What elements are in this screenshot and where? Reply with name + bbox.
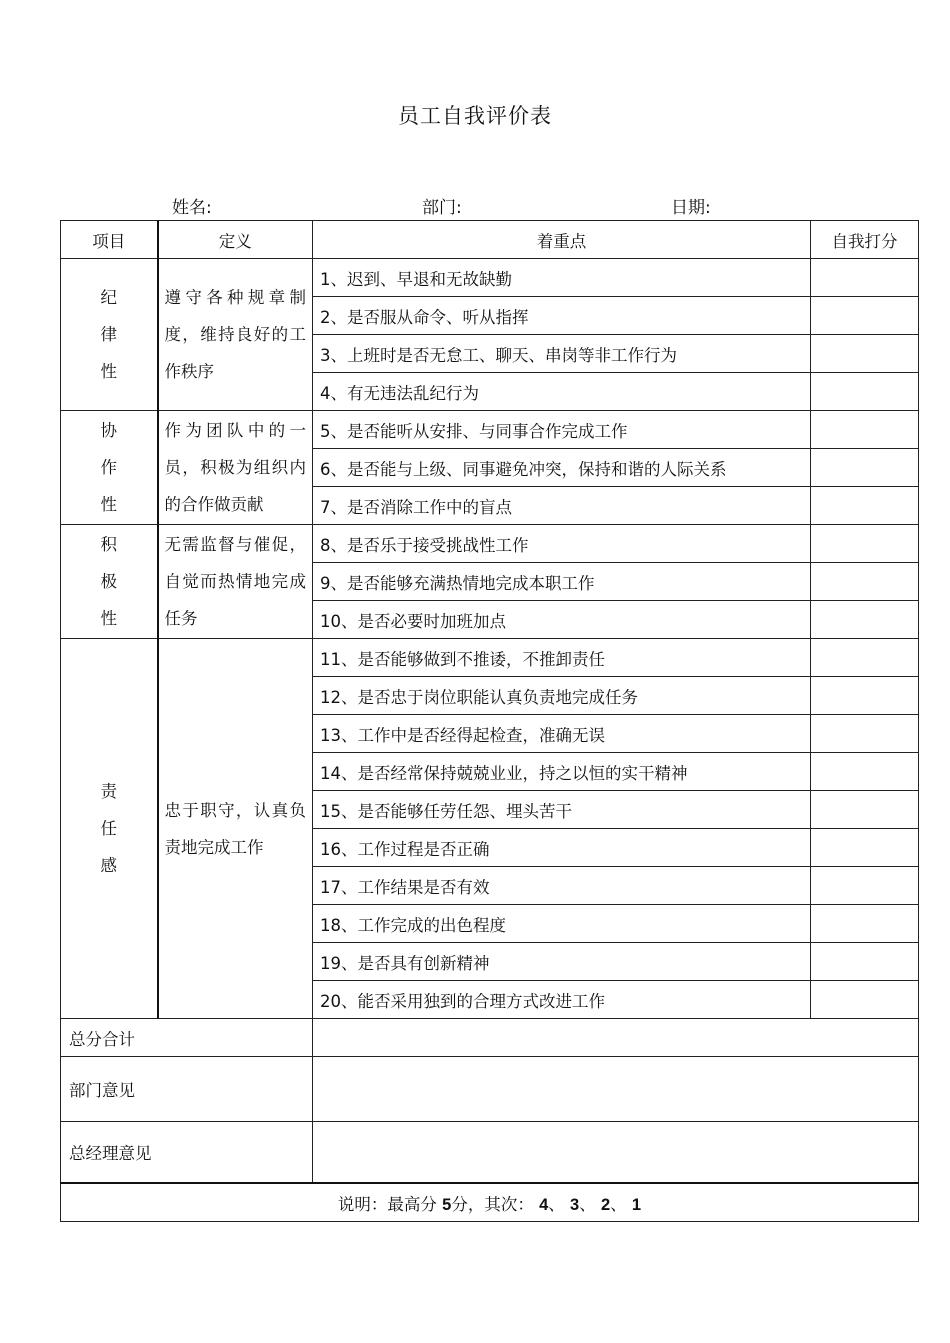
item-cell: 协 作 性 [61,411,158,525]
score-cell[interactable] [811,487,919,525]
focus-point: 11、是否能够做到不推诿，不推卸责任 [313,639,811,677]
score-cell[interactable] [811,411,919,449]
header-definition: 定义 [158,221,313,259]
item-cell: 积 极 性 [61,525,158,639]
header-item: 项目 [61,221,158,259]
scoring-note: 说明：最高分 5分，其次： 4、 3、 2、 1 [61,1183,919,1222]
score-cell[interactable] [811,677,919,715]
focus-point: 12、是否忠于岗位职能认真负责地完成任务 [313,677,811,715]
score-cell[interactable] [811,981,919,1019]
date-label: 日期: [671,198,711,218]
focus-point: 1、迟到、早退和无故缺勤 [313,259,811,297]
focus-point: 13、工作中是否经得起检查，准确无误 [313,715,811,753]
table-row [61,411,919,449]
score-cell[interactable] [811,373,919,411]
score-cell[interactable] [811,563,919,601]
score-cell[interactable] [811,259,919,297]
name-label: 姓名: [172,198,212,218]
header-score: 自我打分 [811,221,919,259]
total-label: 总分合计 [61,1019,313,1057]
definition-cell: 无需监督与催促，自觉而热情地完成任务 [158,525,313,639]
definition-cell: 作为团队中的一员，积极为组织内的合作做贡献 [158,411,313,525]
score-cell[interactable] [811,715,919,753]
dept-opinion-label: 部门意见 [61,1057,313,1122]
focus-point: 14、是否经常保持兢兢业业，持之以恒的实干精神 [313,753,811,791]
header-focus: 着重点 [313,221,811,259]
gm-opinion-row [61,1122,919,1184]
score-cell[interactable] [811,829,919,867]
focus-point: 10、是否必要时加班加点 [313,601,811,639]
note-row [61,1183,919,1222]
focus-point: 4、有无违法乱纪行为 [313,373,811,411]
score-cell[interactable] [811,601,919,639]
page-title: 员工自我评价表 [398,104,552,128]
dept-opinion-row [61,1057,919,1122]
score-cell[interactable] [811,297,919,335]
focus-point: 9、是否能够充满热情地完成本职工作 [313,563,811,601]
focus-point: 6、是否能与上级、同事避免冲突，保持和谐的人际关系 [313,449,811,487]
definition-cell: 忠于职守，认真负责地完成工作 [158,639,313,1019]
focus-point: 2、是否服从命令、听从指挥 [313,297,811,335]
focus-point: 5、是否能听从安排、与同事合作完成工作 [313,411,811,449]
dept-opinion-cell[interactable] [313,1057,919,1122]
focus-point: 8、是否乐于接受挑战性工作 [313,525,811,563]
focus-point: 3、上班时是否无怠工、聊天、串岗等非工作行为 [313,335,811,373]
focus-point: 7、是否消除工作中的盲点 [313,487,811,525]
score-cell[interactable] [811,449,919,487]
header-row [61,221,919,259]
score-cell[interactable] [811,867,919,905]
score-cell[interactable] [811,753,919,791]
item-cell: 纪 律 性 [61,259,158,411]
focus-point: 19、是否具有创新精神 [313,943,811,981]
score-cell[interactable] [811,943,919,981]
total-value-cell[interactable] [313,1019,919,1057]
gm-opinion-label: 总经理意见 [61,1122,313,1184]
score-cell[interactable] [811,791,919,829]
score-cell[interactable] [811,525,919,563]
focus-point: 17、工作结果是否有效 [313,867,811,905]
total-row [61,1019,919,1057]
table-row [61,639,919,677]
focus-point: 20、能否采用独到的合理方式改进工作 [313,981,811,1019]
score-cell[interactable] [811,639,919,677]
table-row [61,525,919,563]
score-cell[interactable] [811,335,919,373]
gm-opinion-cell[interactable] [313,1122,919,1184]
evaluation-table [60,220,919,1222]
definition-cell: 遵守各种规章制度，维持良好的工作秩序 [158,259,313,411]
focus-point: 15、是否能够任劳任怨、埋头苦干 [313,791,811,829]
table-row [61,259,919,297]
focus-point: 16、工作过程是否正确 [313,829,811,867]
focus-point: 18、工作完成的出色程度 [313,905,811,943]
item-cell: 责 任 感 [61,639,158,1019]
score-cell[interactable] [811,905,919,943]
dept-label: 部门: [422,198,462,218]
